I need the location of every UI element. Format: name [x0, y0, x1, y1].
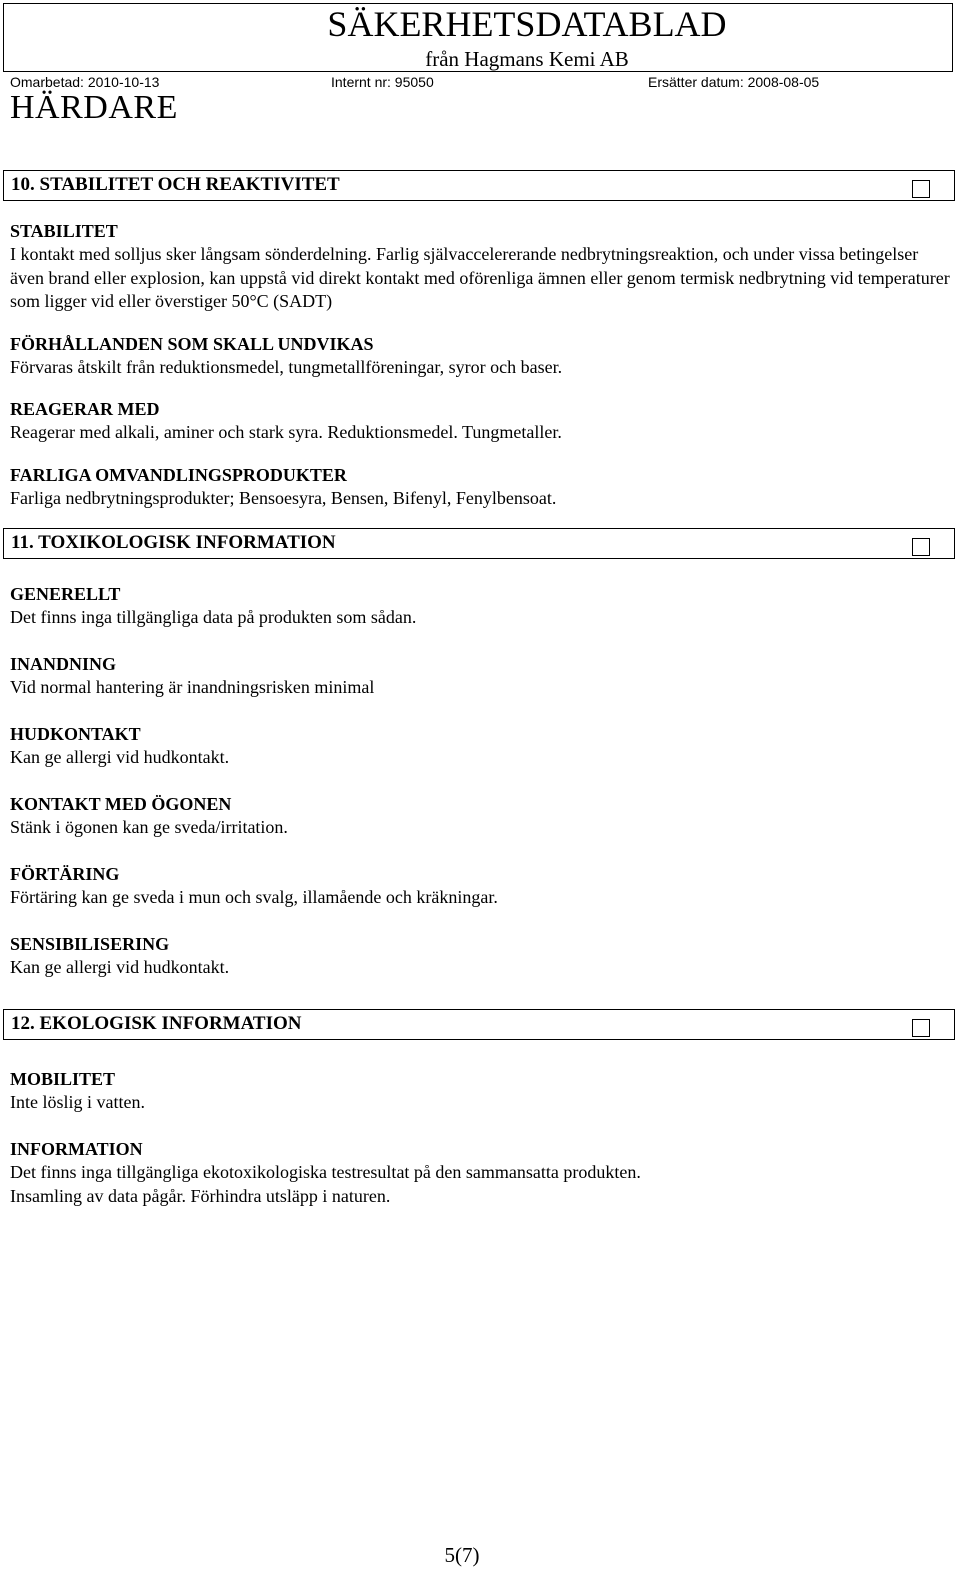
item-fortaring — [10, 863, 950, 910]
heading-mobilitet: MOBILITET — [10, 1069, 116, 1089]
text-mobilitet: Inte löslig i vatten. — [10, 1092, 145, 1112]
section-checkbox[interactable] — [912, 1019, 930, 1037]
heading-stabilitet: STABILITET — [10, 221, 118, 241]
section-10-header — [3, 170, 955, 201]
heading-inandning: INANDNING — [10, 654, 117, 674]
product-name: HÄRDARE — [10, 89, 178, 126]
text-reagerar: Reagerar med alkali, aminer och stark syra. Reduktionsmedel. Tungmetaller. — [10, 422, 562, 442]
page-number: 5(7) — [444, 1543, 480, 1567]
section-checkbox[interactable] — [912, 180, 930, 198]
text-sensibilisering: Kan ge allergi vid hudkontakt. — [10, 957, 230, 977]
text-fortaring: Förtäring kan ge sveda i mun och svalg, illamående och kräkningar. — [10, 887, 498, 907]
heading-omvandling: FARLIGA OMVANDLINGSPRODUKTER — [10, 465, 347, 485]
section-11-header — [3, 528, 955, 559]
text-stabilitet: I kontakt med solljus sker långsam sönderdelning. Farlig självaccelererande nedbrytningsreaktion, och under vissa betingelser även brand eller explosion, kan uppstå vid direkt kontakt med oförenliga ämnen eller genom termisk nedbrytning vid temperaturer som ligger vid eller överstiger 50°C (SADT) — [10, 244, 950, 311]
heading-sensibilisering: SENSIBILISERING — [10, 934, 170, 954]
document-subtitle: från Hagmans Kemi AB — [425, 47, 629, 71]
text-omvandling: Farliga nedbrytningsprodukter; Bensoesyra, Bensen, Bifenyl, Fenylbensoat. — [10, 488, 557, 508]
section-title: 12. EKOLOGISK INFORMATION — [11, 1013, 302, 1034]
text-generellt: Det finns inga tillgängliga data på produkten som sådan. — [10, 607, 417, 627]
item-reagerar — [10, 398, 950, 445]
text-inandning: Vid normal hantering är inandningsrisken minimal — [10, 677, 375, 697]
text-information: Det finns inga tillgängliga ekotoxikologiska testresultat på den sammansatta produkten. — [10, 1162, 641, 1182]
item-generellt — [10, 583, 950, 630]
document-title: SÄKERHETSDATABLAD — [327, 4, 727, 44]
item-sensibilisering — [10, 933, 950, 980]
revised-date: Omarbetad: 2010-10-13 — [10, 74, 160, 90]
internal-number: Internt nr: 95050 — [331, 74, 434, 90]
item-undvikas — [10, 333, 950, 380]
heading-ogonen: KONTAKT MED ÖGONEN — [10, 794, 232, 814]
text-hudkontakt: Kan ge allergi vid hudkontakt. — [10, 747, 230, 767]
item-ogonen — [10, 793, 950, 840]
text-information-2: Insamling av data pågår. Förhindra utsläpp i naturen. — [10, 1185, 391, 1206]
text-undvikas: Förvaras åtskilt från reduktionsmedel, tungmetallföreningar, syror och baser. — [10, 357, 563, 377]
heading-undvikas: FÖRHÅLLANDEN SOM SKALL UNDVIKAS — [10, 334, 374, 354]
heading-generellt: GENERELLT — [10, 584, 121, 604]
item-hudkontakt — [10, 723, 950, 770]
text-ogonen: Stänk i ögonen kan ge sveda/irritation. — [10, 817, 288, 837]
item-inandning — [10, 653, 950, 700]
item-omvandling — [10, 464, 950, 511]
section-checkbox[interactable] — [912, 538, 930, 556]
replaces-date: Ersätter datum: 2008-08-05 — [648, 74, 820, 90]
item-mobilitet — [10, 1068, 950, 1115]
heading-hudkontakt: HUDKONTAKT — [10, 724, 141, 744]
section-12-header — [3, 1009, 955, 1040]
heading-fortaring: FÖRTÄRING — [10, 864, 120, 884]
section-title: 10. STABILITET OCH REAKTIVITET — [11, 174, 340, 195]
section-title: 11. TOXIKOLOGISK INFORMATION — [11, 532, 336, 553]
heading-information: INFORMATION — [10, 1139, 143, 1159]
item-information — [10, 1138, 950, 1208]
section-10-content — [10, 220, 950, 314]
heading-reagerar: REAGERAR MED — [10, 399, 160, 419]
